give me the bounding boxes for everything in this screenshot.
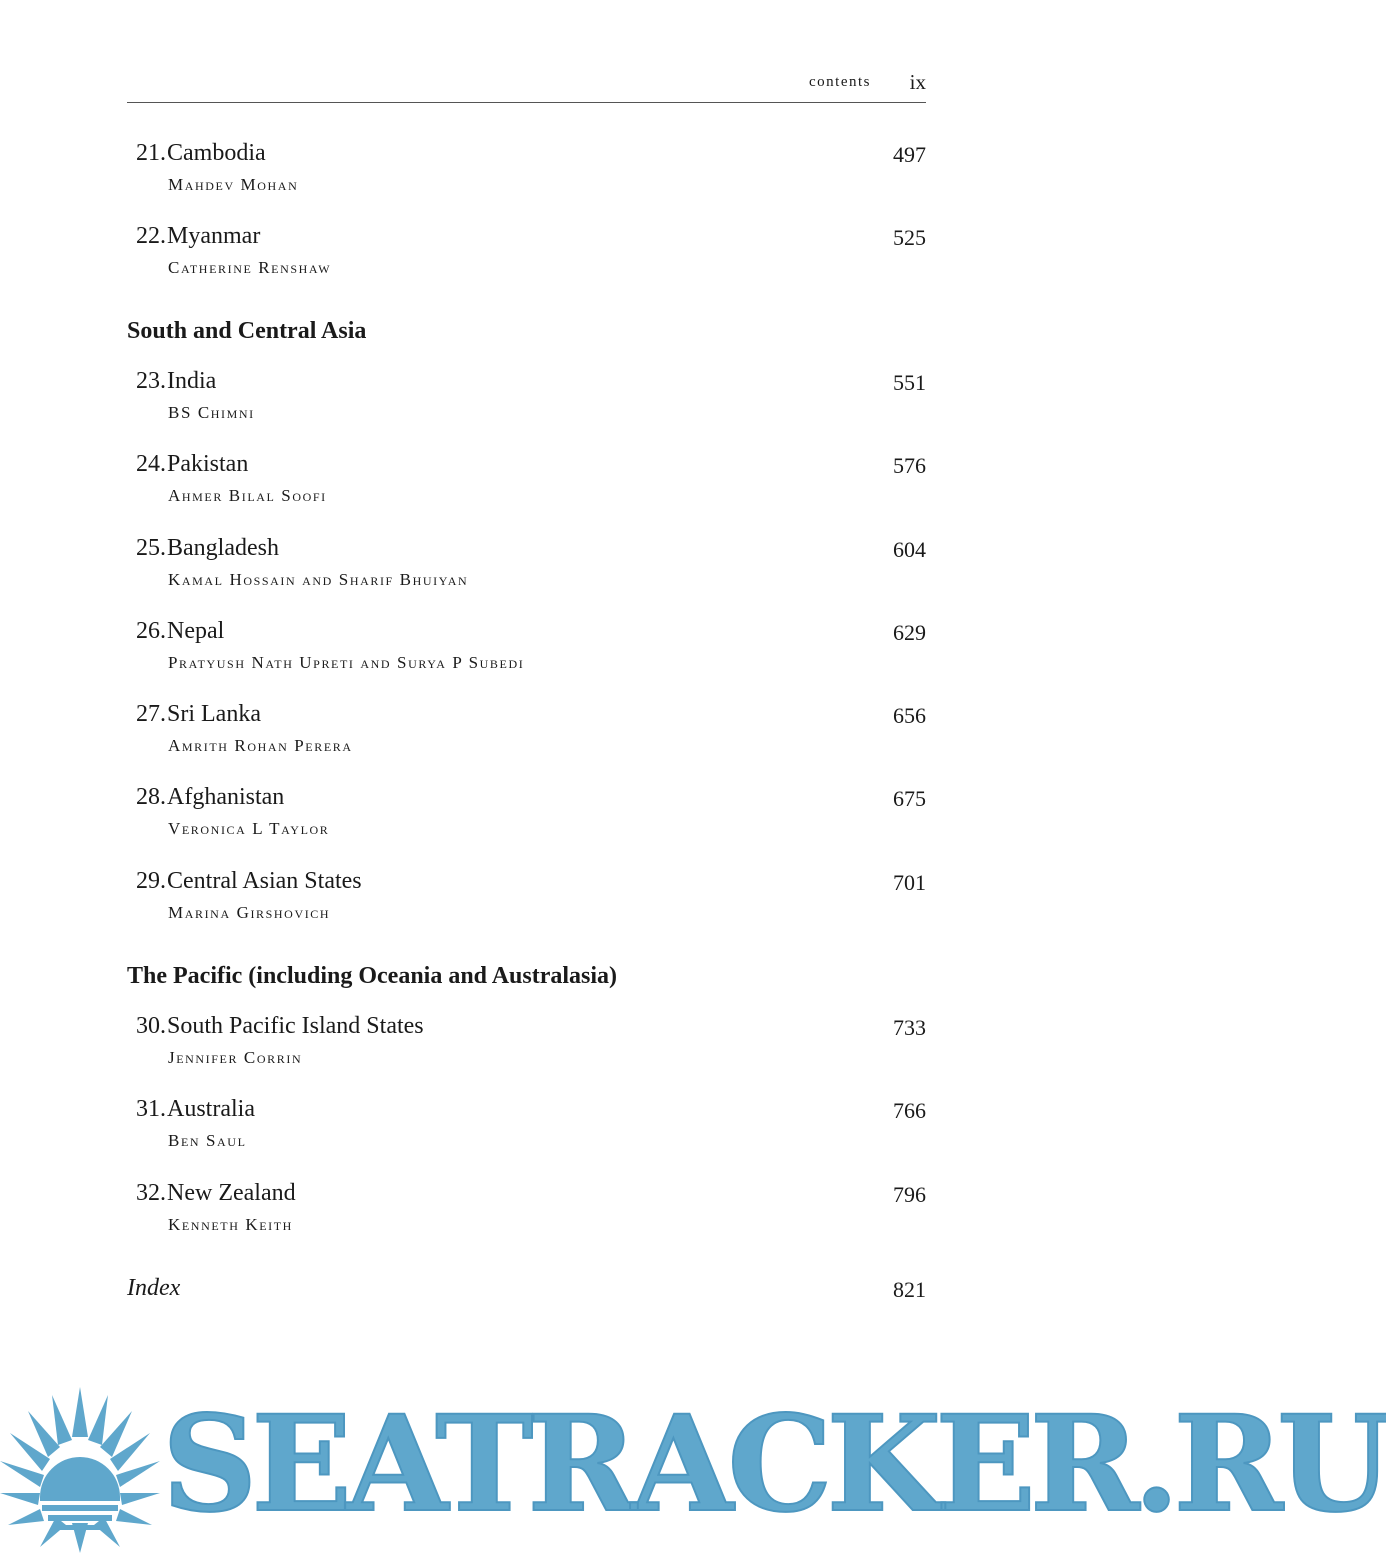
chapter-page: 576 <box>893 453 926 478</box>
chapter-author: Catherine Renshaw <box>168 258 332 277</box>
section-heading: South and Central Asia <box>127 318 367 344</box>
toc-index-entry[interactable] <box>127 1275 926 1305</box>
toc-entry[interactable] <box>127 868 926 928</box>
index-page: 821 <box>893 1277 926 1302</box>
toc-entry[interactable] <box>127 535 926 595</box>
watermark-text: SEATRACKER.RU <box>162 1387 1386 1542</box>
chapter-author: Marina Girshovich <box>168 903 331 922</box>
chapter-page: 551 <box>893 370 926 395</box>
chapter-page: 796 <box>893 1182 926 1207</box>
chapter-title: Central Asian States <box>167 868 362 894</box>
chapter-page: 701 <box>893 870 926 895</box>
chapter-page: 733 <box>893 1015 926 1040</box>
toc-entry[interactable] <box>127 368 926 428</box>
toc-entry[interactable] <box>127 784 926 844</box>
chapter-number: 31. <box>136 1096 166 1122</box>
toc-entry[interactable] <box>127 1013 926 1073</box>
chapter-author: Pratyush Nath Upreti and Surya P Subedi <box>168 653 525 672</box>
chapter-number: 32. <box>136 1180 166 1206</box>
chapter-number: 26. <box>136 618 166 644</box>
chapter-number: 22. <box>136 223 166 249</box>
chapter-author: Ben Saul <box>168 1131 247 1150</box>
chapter-title: Pakistan <box>167 451 249 477</box>
chapter-title: New Zealand <box>167 1180 296 1206</box>
chapter-title: Afghanistan <box>167 784 285 810</box>
chapter-title: South Pacific Island States <box>167 1013 424 1039</box>
chapter-number: 28. <box>136 784 166 810</box>
chapter-number: 30. <box>136 1013 166 1039</box>
chapter-title: Sri Lanka <box>167 701 261 727</box>
chapter-page: 629 <box>893 620 926 645</box>
chapter-number: 21. <box>136 140 166 166</box>
chapter-title: Nepal <box>167 618 225 644</box>
chapter-author: Jennifer Corrin <box>168 1048 303 1067</box>
toc-entry[interactable] <box>127 1180 926 1240</box>
index-label: Index <box>127 1275 181 1301</box>
running-header-section: contents <box>809 74 871 90</box>
chapter-author: Veronica L Taylor <box>168 819 330 838</box>
sun-icon <box>0 1385 170 1553</box>
toc-entry[interactable] <box>127 223 926 283</box>
toc-entry[interactable] <box>127 618 926 678</box>
chapter-number: 29. <box>136 868 166 894</box>
running-header <box>127 70 926 103</box>
chapter-number: 23. <box>136 368 166 394</box>
chapter-title: Australia <box>167 1096 255 1122</box>
chapter-title: India <box>167 368 217 394</box>
toc-entry[interactable] <box>127 701 926 761</box>
chapter-author: Mahdev Mohan <box>168 175 299 194</box>
chapter-page: 675 <box>893 786 926 811</box>
chapter-author: Kamal Hossain and Sharif Bhuiyan <box>168 570 469 589</box>
section-heading: The Pacific (including Oceania and Australasia) <box>127 963 618 989</box>
watermark <box>0 1385 1386 1553</box>
toc-entry[interactable] <box>127 1096 926 1156</box>
chapter-page: 604 <box>893 537 926 562</box>
chapter-page: 766 <box>893 1098 926 1123</box>
chapter-author: BS Chimni <box>168 403 255 422</box>
chapter-title: Cambodia <box>167 140 266 166</box>
chapter-title: Myanmar <box>167 223 261 249</box>
page-number: ix <box>909 70 926 94</box>
chapter-number: 25. <box>136 535 166 561</box>
toc-entry[interactable] <box>127 451 926 511</box>
chapter-page: 497 <box>893 142 926 167</box>
chapter-number: 27. <box>136 701 166 727</box>
chapter-author: Amrith Rohan Perera <box>168 736 353 755</box>
chapter-author: Ahmer Bilal Soofi <box>168 486 327 505</box>
chapter-page: 656 <box>893 703 926 728</box>
chapter-number: 24. <box>136 451 166 477</box>
chapter-page: 525 <box>893 225 926 250</box>
chapter-title: Bangladesh <box>167 535 279 561</box>
chapter-author: Kenneth Keith <box>168 1215 293 1234</box>
toc-entry[interactable] <box>127 140 926 200</box>
